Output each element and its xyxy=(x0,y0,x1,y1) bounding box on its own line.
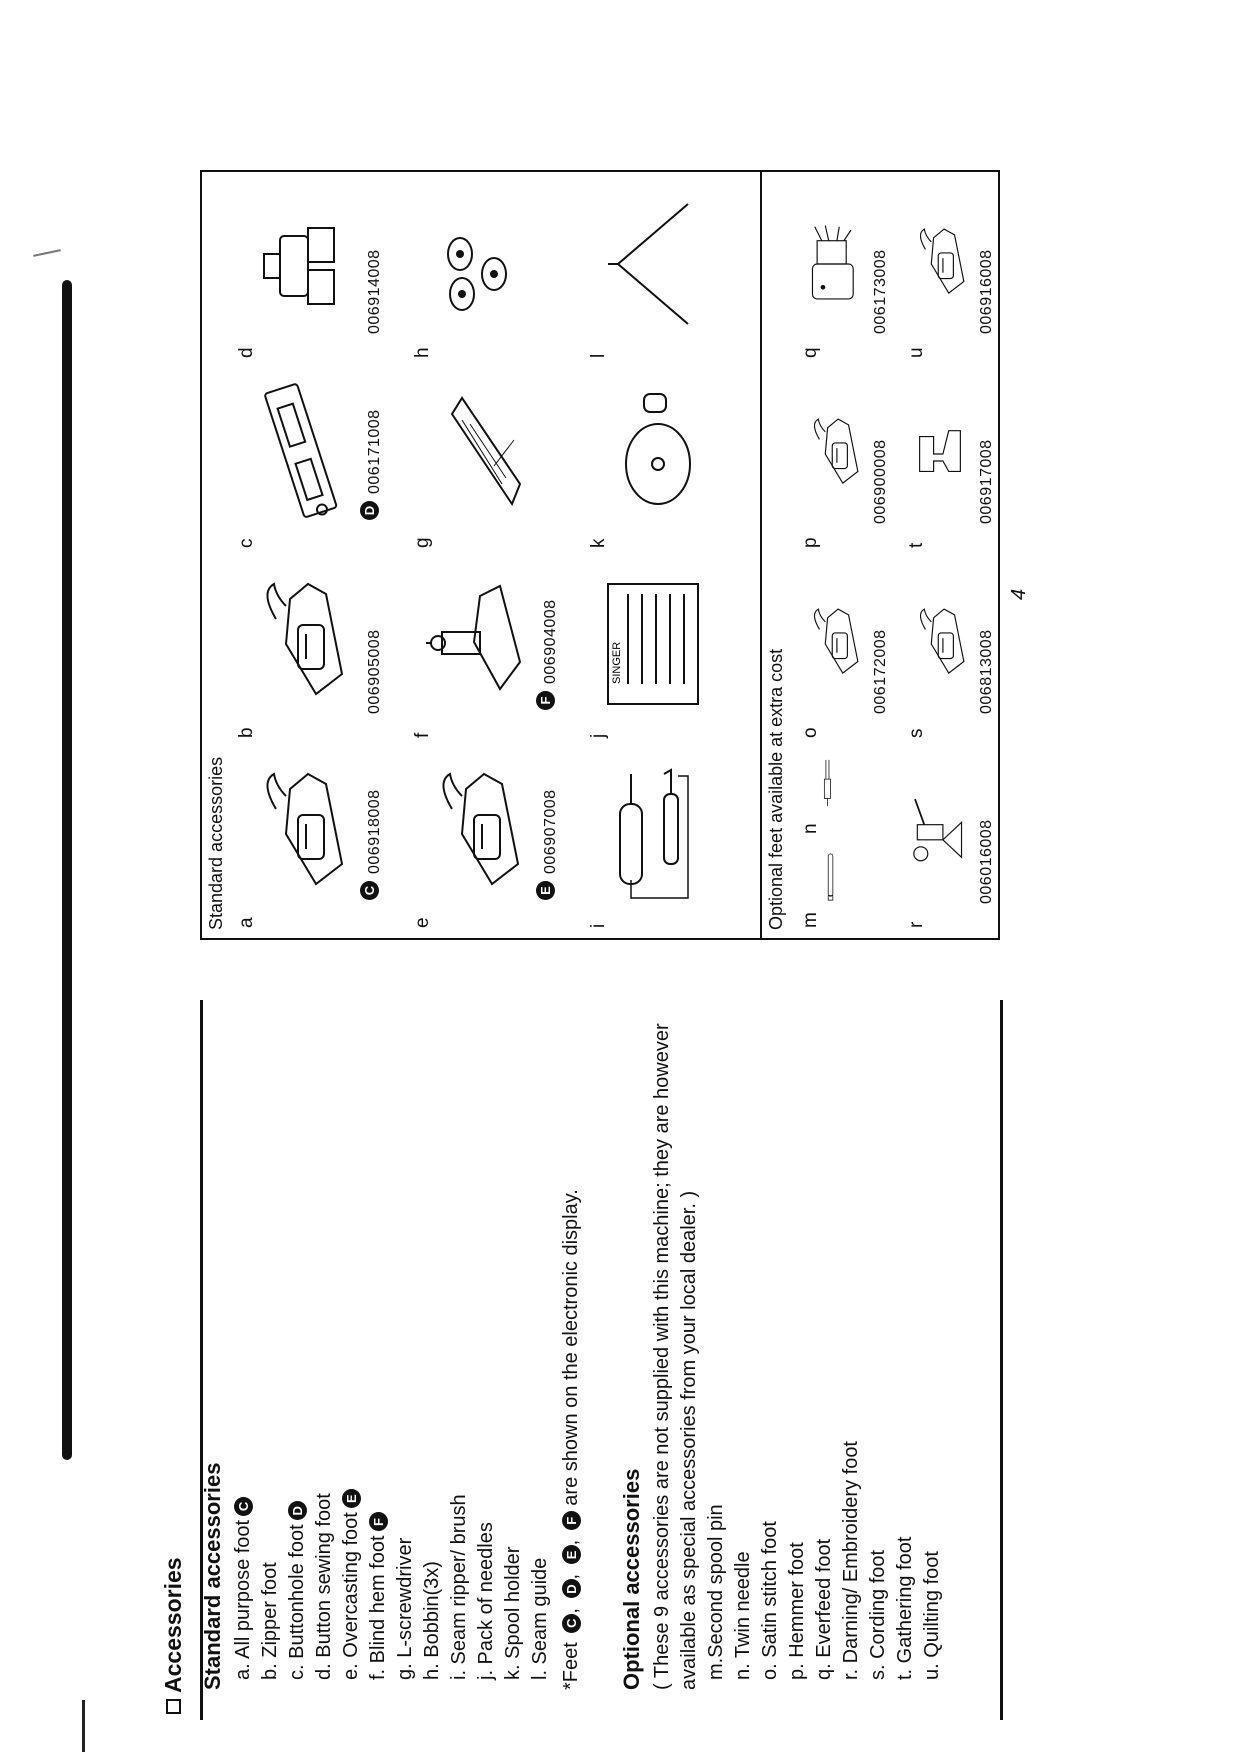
illustration-letter: p xyxy=(800,537,821,548)
illustration-q xyxy=(796,177,896,362)
standard-item: h. Bobbin(3x) xyxy=(421,1561,443,1680)
illustration-p xyxy=(796,367,896,552)
optional-item: r. Darning/ Embroidery foot xyxy=(840,1441,862,1680)
illustration-g xyxy=(408,367,578,552)
illustration-m xyxy=(796,838,896,932)
accessory-drawing xyxy=(908,384,972,524)
scan-scratch xyxy=(33,249,61,257)
illustration-r xyxy=(902,747,1002,932)
illustration-letter: e xyxy=(412,917,433,928)
accessory-drawing xyxy=(802,384,866,524)
left-bottom-rule xyxy=(1000,1000,1003,1720)
standard-item: i. Seam ripper/ brush xyxy=(448,1494,470,1680)
illustration-letter: l xyxy=(588,353,609,358)
illustration-o xyxy=(796,557,896,742)
part-number: 006904008 xyxy=(542,599,559,684)
illustration-d xyxy=(232,177,402,362)
accessory-drawing xyxy=(422,194,532,334)
badge-f: F xyxy=(562,1511,581,1530)
section-title: Accessories xyxy=(160,1557,187,1714)
illustration-letter: i xyxy=(588,923,609,928)
illustration-j xyxy=(584,557,754,742)
accessory-drawing xyxy=(908,764,972,904)
accessory-drawing xyxy=(908,574,972,714)
foot-badge: D xyxy=(360,501,379,520)
illustration-letter: f xyxy=(412,732,433,738)
accessory-drawing xyxy=(598,764,708,904)
optional-item: n. Twin needle xyxy=(732,1551,754,1680)
accessory-drawing xyxy=(802,756,866,810)
illustration-l xyxy=(584,177,754,362)
illustration-c xyxy=(232,367,402,552)
illustration-letter: b xyxy=(236,727,257,738)
illustration-n xyxy=(796,744,896,838)
illustration-letter: c xyxy=(236,538,257,548)
optional-list xyxy=(703,990,946,1690)
foot-badge: F xyxy=(536,691,555,710)
accessory-drawing xyxy=(802,194,866,334)
standard-item: j. Pack of needles xyxy=(475,1522,497,1680)
badge-c: C xyxy=(562,1614,581,1633)
accessory-drawing xyxy=(802,850,866,904)
accessory-drawing xyxy=(598,384,708,524)
illustration-a xyxy=(232,747,402,932)
part-number: 006900008 xyxy=(872,439,889,524)
optional-item: u. Quilting foot xyxy=(921,1551,943,1680)
accessory-drawing xyxy=(802,574,866,714)
feet-note: *Feet C, D, E, F are shown on the electronic display. xyxy=(560,1189,582,1690)
illustration-t xyxy=(902,367,1002,552)
standard-item: l. Seam guide xyxy=(529,1557,551,1680)
standard-item: c. Buttonhole footD xyxy=(284,990,311,1680)
panel-divider xyxy=(760,172,762,938)
foot-badge: E xyxy=(342,1489,361,1508)
illustration-letter: h xyxy=(412,347,433,358)
foot-badge: F xyxy=(369,1512,388,1531)
part-number: 006917008 xyxy=(978,439,995,524)
illustration-letter: s xyxy=(906,728,927,738)
part-number: 006914008 xyxy=(366,249,383,334)
standard-item: e. Overcasting footE xyxy=(338,990,365,1680)
part-number: 006171008 xyxy=(366,409,383,494)
illustration-u xyxy=(902,177,1002,362)
optional-item: s. Cording foot xyxy=(867,1549,889,1680)
optional-item: t. Gathering foot xyxy=(894,1536,916,1680)
accessory-drawing xyxy=(246,379,356,524)
accessory-list xyxy=(200,990,946,1690)
accessory-drawing xyxy=(908,194,972,334)
illustration-b xyxy=(232,557,402,742)
accessory-drawing xyxy=(422,764,532,904)
illustration-letter: a xyxy=(236,917,257,928)
foot-badge: C xyxy=(234,1497,253,1516)
badge-e: E xyxy=(562,1545,581,1564)
standard-item: b. Zipper foot xyxy=(259,1562,281,1680)
optional-item: m.Second spool pin xyxy=(705,1504,727,1680)
standard-item: f. Blind hem footF xyxy=(365,990,392,1680)
part-number: 006813008 xyxy=(978,629,995,714)
part-number: 006907008 xyxy=(542,789,559,874)
needle-brand: SINGER xyxy=(611,641,623,684)
foot-badge: C xyxy=(360,881,379,900)
illustration-s xyxy=(902,557,1002,742)
panel-optional-title: Optional feet available at extra cost xyxy=(766,648,786,930)
part-number: 006916008 xyxy=(978,249,995,334)
standard-item: g. L-screwdriver xyxy=(394,1537,416,1680)
illustration-e xyxy=(408,747,578,932)
manual-page xyxy=(160,160,1030,1720)
accessory-drawing xyxy=(598,574,708,714)
optional-note: ( These 9 accessories are not supplied with this machine; they are however available as special accessories from your local dealer. ) xyxy=(651,1023,700,1690)
foot-badge: E xyxy=(536,881,555,900)
scan-mark xyxy=(82,1700,85,1752)
optional-heading: Optional accessories xyxy=(619,1468,644,1690)
optional-item: p. Hemmer foot xyxy=(786,1542,808,1680)
standard-list xyxy=(230,990,554,1690)
illustration-letter: k xyxy=(588,538,609,548)
accessory-drawing xyxy=(422,574,532,714)
part-number: 006918008 xyxy=(366,789,383,874)
accessory-drawing xyxy=(246,574,356,714)
standard-item: d. Button sewing foot xyxy=(313,1493,335,1680)
illustration-letter: g xyxy=(412,537,433,548)
illustration-k xyxy=(584,367,754,552)
accessory-drawing xyxy=(598,194,708,334)
illustration-letter: q xyxy=(800,347,821,358)
accessory-drawing xyxy=(246,764,356,904)
part-number: 006016008 xyxy=(978,819,995,904)
illustration-letter: j xyxy=(588,733,609,738)
standard-item: k. Spool holder xyxy=(502,1546,524,1680)
optional-item: o. Satin stitch foot xyxy=(759,1521,781,1680)
accessory-drawing xyxy=(246,194,356,334)
badge-d: D xyxy=(562,1580,581,1599)
accessory-drawing xyxy=(422,384,532,524)
illustration-letter: r xyxy=(906,921,927,928)
checkbox-icon xyxy=(166,1699,181,1714)
foot-badge: D xyxy=(288,1501,307,1520)
illustration-f xyxy=(408,557,578,742)
illustration-letter: m xyxy=(800,912,821,928)
binding-mark xyxy=(62,280,72,1460)
illustration-letter: n xyxy=(800,823,821,834)
part-number: 006905008 xyxy=(366,629,383,714)
part-number: 006172008 xyxy=(872,629,889,714)
part-number: 006173008 xyxy=(872,249,889,334)
illustration-i xyxy=(584,747,754,932)
standard-item: a. All purpose footC xyxy=(230,990,257,1680)
illustration-letter: t xyxy=(906,542,927,548)
panel-standard-title: Standard accessories xyxy=(206,756,226,930)
standard-heading: Standard accessories xyxy=(200,1462,225,1690)
illustration-letter: d xyxy=(236,347,257,358)
accessory-illustration-panel xyxy=(200,170,1000,940)
illustration-h xyxy=(408,177,578,362)
page-number: 4 xyxy=(1008,588,1030,600)
optional-item: q. Everfeed foot xyxy=(813,1538,835,1680)
illustration-letter: u xyxy=(906,347,927,358)
illustration-letter: o xyxy=(800,727,821,738)
